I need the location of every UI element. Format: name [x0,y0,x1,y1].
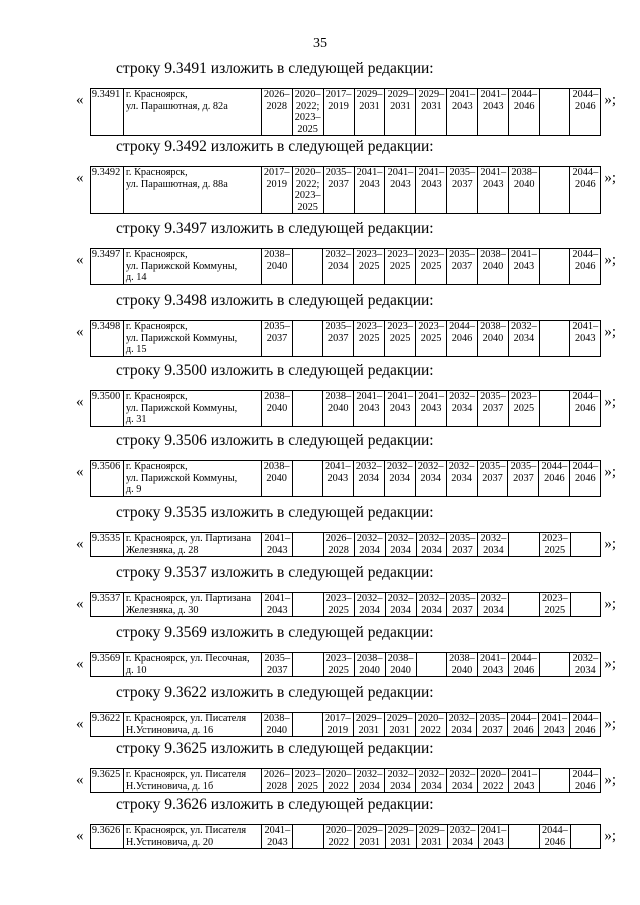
period-cell: 2020– 2022 [323,825,354,849]
period-cell: 2029– 2031 [354,825,385,849]
amendment-row [76,652,616,677]
address-cell: г. Красноярск, ул. Партизана Железняка, д. 30 [123,593,261,617]
row-number-cell: 9.3535 [90,533,123,557]
address-cell: г. Красноярск, ул. Партизана Железняка, д. 28 [123,533,261,557]
row-number-cell: 9.3569 [90,653,123,677]
period-cell: 2035– 2037 [323,167,354,214]
period-cell: 2032– 2034 [354,533,385,557]
amendment-row [76,712,616,737]
period-cell: 2032– 2034 [385,593,416,617]
period-cell [539,391,569,427]
period-cell: 2035– 2037 [447,593,478,617]
period-cell: 2044– 2046 [508,713,539,737]
amendment-table [90,712,601,737]
close-quote: »; [604,394,616,410]
period-cell: 2041– 2043 [478,89,509,136]
period-cell: 2041– 2043 [478,825,509,849]
amendment-row [76,768,616,793]
period-cell: 2032– 2034 [446,713,477,737]
period-cell: 2038– 2040 [385,653,416,677]
table-row [90,593,600,617]
period-cell: 2029– 2031 [416,89,447,136]
period-cell: 2038– 2040 [509,167,540,214]
amendment-row [76,532,616,557]
period-cell [292,391,322,427]
close-quote: »; [604,656,616,672]
period-cell: 2038– 2040 [261,461,292,497]
open-quote: « [76,536,84,552]
amendment-table [90,390,601,427]
amendment-row [76,390,616,427]
period-cell: 2020– 2022; 2023– 2025 [292,89,323,136]
period-cell: 2032– 2034 [384,461,415,497]
amendment-row [76,248,616,285]
amendment-heading: строку 9.3491 изложить в следующей редакции: [116,60,434,77]
period-cell: 2044– 2046 [570,391,601,427]
period-cell: 2017– 2019 [261,167,292,214]
address-cell: г. Красноярск, ул. Парашютная, д. 88а [123,167,261,214]
period-cell: 2023– 2025 [323,593,354,617]
period-cell: 2041– 2043 [416,391,447,427]
amendment-table [90,824,601,849]
period-cell [292,321,322,357]
period-cell: 2044– 2046 [508,653,539,677]
amendment-heading: строку 9.3492 изложить в следующей редакции: [116,138,434,155]
period-cell: 2032– 2034 [570,653,601,677]
period-cell: 2029– 2031 [416,825,447,849]
amendment-table [90,768,601,793]
close-quote: »; [604,716,616,732]
open-quote: « [76,324,84,340]
amendment-table [90,592,601,617]
period-cell: 2023– 2025 [323,653,354,677]
row-number-cell: 9.3622 [90,713,123,737]
period-cell: 2041– 2043 [385,167,416,214]
period-cell: 2020– 2022; 2023– 2025 [292,167,323,214]
period-cell: 2035– 2037 [447,249,478,285]
period-cell: 2038– 2040 [478,249,509,285]
period-cell: 2032– 2034 [478,533,509,557]
address-cell: г. Красноярск, ул. Парижской Коммуны, д. 31 [123,391,261,427]
period-cell: 2038– 2040 [446,653,477,677]
row-number-cell: 9.3497 [90,249,123,285]
period-cell [570,533,601,557]
period-cell [293,593,323,617]
amendment-table [90,652,601,677]
amendment-heading: строку 9.3506 изложить в следующей редакции: [116,432,434,449]
period-cell: 2032– 2034 [478,593,509,617]
period-cell: 2029– 2031 [384,713,415,737]
address-cell: г. Красноярск, ул. Писателя Н.Устиновича, д. 1б [123,769,261,793]
amendment-table [90,320,601,357]
open-quote: « [76,394,84,410]
amendment-heading: строку 9.3569 изложить в следующей редакции: [116,624,434,641]
period-cell [509,825,539,849]
page-number: 35 [313,36,327,51]
amendment-row [76,320,616,357]
table-row [90,713,600,737]
close-quote: »; [604,170,616,186]
period-cell: 2035– 2037 [447,167,478,214]
period-cell: 2041– 2043 [478,167,509,214]
period-cell: 2041– 2043 [262,825,293,849]
close-quote: »; [604,252,616,268]
address-cell: г. Красноярск, ул. Писателя Н.Устиновича, д. 16 [123,713,261,737]
period-cell: 2044– 2046 [509,89,540,136]
row-number-cell: 9.3498 [90,321,123,357]
period-cell: 2044– 2046 [539,825,570,849]
table-row [90,167,600,214]
period-cell: 2032– 2034 [385,533,416,557]
period-cell: 2023– 2025 [508,391,539,427]
period-cell: 2041– 2043 [509,769,540,793]
period-cell: 2044– 2046 [570,167,601,214]
open-quote: « [76,596,84,612]
period-cell [539,321,569,357]
address-cell: г. Красноярск, ул. Парашютная, д. 82а [123,89,261,136]
address-cell: г. Красноярск, ул. Парижской Коммуны, д. 15 [123,321,261,357]
period-cell: 2032– 2034 [354,769,385,793]
close-quote: »; [604,464,616,480]
close-quote: »; [604,92,616,108]
period-cell: 2023– 2025 [385,321,416,357]
period-cell: 2035– 2037 [478,391,509,427]
period-cell: 2023– 2025 [416,249,447,285]
period-cell [416,653,446,677]
period-cell: 2029– 2031 [385,825,416,849]
row-number-cell: 9.3500 [90,391,123,427]
period-cell: 2032– 2034 [416,593,447,617]
address-cell: г. Красноярск, ул. Парижской Коммуны, д. 14 [123,249,261,285]
period-cell: 2023– 2025 [354,321,385,357]
amendment-heading: строку 9.3497 изложить в следующей редакции: [116,220,434,237]
open-quote: « [76,656,84,672]
period-cell: 2044– 2046 [570,769,601,793]
period-cell: 2032– 2034 [416,533,447,557]
period-cell: 2032– 2034 [385,769,416,793]
period-cell: 2041– 2043 [385,391,416,427]
period-cell: 2032– 2034 [415,461,446,497]
period-cell [570,825,600,849]
table-row [90,461,600,497]
amendment-table [90,166,601,214]
period-cell: 2044– 2046 [570,713,601,737]
amendment-heading: строку 9.3625 изложить в следующей редакции: [116,740,434,757]
open-quote: « [76,716,84,732]
period-cell: 2032– 2034 [323,249,354,285]
amendment-table [90,460,601,497]
period-cell: 2038– 2040 [262,391,293,427]
period-cell: 2041– 2043 [262,533,293,557]
period-cell: 2029– 2031 [385,89,416,136]
row-number-cell: 9.3626 [90,825,123,849]
period-cell: 2023– 2025 [385,249,416,285]
period-cell [293,533,323,557]
row-number-cell: 9.3625 [90,769,123,793]
period-cell: 2023– 2025 [354,249,385,285]
period-cell: 2032– 2034 [447,769,478,793]
period-cell [540,167,570,214]
address-cell: г. Красноярск, ул. Писателя Н.Устиновича, д. 20 [123,825,262,849]
row-number-cell: 9.3491 [90,89,123,136]
period-cell [539,653,569,677]
close-quote: »; [604,828,616,844]
period-cell: 2038– 2040 [261,713,292,737]
table-row [90,825,600,849]
amendment-row [76,824,616,849]
period-cell: 2020– 2022 [323,769,354,793]
period-cell: 2035– 2037 [477,461,508,497]
period-cell: 2041– 2043 [354,391,385,427]
period-cell: 2032– 2034 [416,769,447,793]
period-cell [293,825,323,849]
period-cell: 2032– 2034 [447,391,478,427]
open-quote: « [76,772,84,788]
period-cell: 2044– 2046 [570,89,601,136]
period-cell: 2038– 2040 [354,653,385,677]
period-cell: 2026– 2028 [261,89,292,136]
period-cell: 2041– 2043 [477,653,508,677]
row-number-cell: 9.3506 [90,461,123,497]
period-cell: 2029– 2031 [353,713,384,737]
open-quote: « [76,252,84,268]
period-cell: 2044– 2046 [447,321,478,357]
period-cell: 2023– 2025 [539,593,570,617]
period-cell [292,461,322,497]
amendment-row [76,88,616,136]
close-quote: »; [604,324,616,340]
period-cell: 2026– 2028 [261,769,292,793]
open-quote: « [76,464,84,480]
period-cell [509,593,539,617]
period-cell [540,89,570,136]
period-cell: 2032– 2034 [353,461,384,497]
period-cell: 2035– 2037 [262,653,293,677]
period-cell: 2038– 2040 [262,249,293,285]
period-cell: 2017– 2019 [322,713,353,737]
period-cell: 2035– 2037 [508,461,539,497]
close-quote: »; [604,536,616,552]
period-cell: 2044– 2046 [539,461,570,497]
period-cell: 2032– 2034 [446,461,477,497]
close-quote: »; [604,772,616,788]
amendment-table [90,248,601,285]
row-number-cell: 9.3537 [90,593,123,617]
period-cell: 2035– 2037 [262,321,293,357]
table-row [90,533,600,557]
period-cell: 2041– 2043 [508,249,539,285]
amendment-heading: строку 9.3537 изложить в следующей редакции: [116,564,434,581]
period-cell: 2035– 2037 [447,533,478,557]
period-cell: 2029– 2031 [354,89,385,136]
period-cell: 2032– 2034 [447,825,478,849]
period-cell: 2023– 2025 [539,533,570,557]
period-cell: 2032– 2034 [508,321,539,357]
close-quote: »; [604,596,616,612]
period-cell: 2044– 2046 [570,461,601,497]
amendment-table [90,88,601,136]
address-cell: г. Красноярск, ул. Песочная, д. 10 [123,653,261,677]
period-cell [292,713,322,737]
open-quote: « [76,170,84,186]
period-cell: 2023– 2025 [292,769,323,793]
amendment-table [90,532,601,557]
table-row [90,89,600,136]
period-cell: 2023– 2025 [416,321,447,357]
row-number-cell: 9.3492 [90,167,123,214]
period-cell: 2035– 2037 [323,321,354,357]
table-row [90,769,600,793]
period-cell: 2035– 2037 [477,713,508,737]
period-cell: 2041– 2043 [322,461,353,497]
table-row [90,249,600,285]
period-cell: 2026– 2028 [323,533,354,557]
period-cell [570,593,601,617]
table-row [90,321,600,357]
period-cell: 2041– 2043 [570,321,601,357]
amendment-heading: строку 9.3500 изложить в следующей редакции: [116,362,434,379]
period-cell: 2041– 2043 [416,167,447,214]
open-quote: « [76,92,84,108]
amendment-heading: строку 9.3498 изложить в следующей редакции: [116,292,434,309]
table-row [90,391,600,427]
period-cell: 2020– 2022 [478,769,509,793]
period-cell [293,653,323,677]
amendment-row [76,460,616,497]
amendment-heading: строку 9.3622 изложить в следующей редакции: [116,684,434,701]
amendment-row [76,166,616,214]
period-cell: 2041– 2043 [447,89,478,136]
period-cell: 2020– 2022 [415,713,446,737]
period-cell: 2038– 2040 [478,321,509,357]
period-cell: 2041– 2043 [539,713,570,737]
period-cell [540,769,570,793]
amendment-heading: строку 9.3626 изложить в следующей редакции: [116,796,434,813]
period-cell: 2032– 2034 [354,593,385,617]
table-row [90,653,600,677]
period-cell: 2017– 2019 [323,89,354,136]
open-quote: « [76,828,84,844]
period-cell [509,533,539,557]
period-cell [292,249,322,285]
period-cell: 2044– 2046 [570,249,601,285]
address-cell: г. Красноярск, ул. Парижской Коммуны, д. 9 [123,461,261,497]
period-cell: 2041– 2043 [262,593,293,617]
amendment-row [76,592,616,617]
period-cell: 2038– 2040 [323,391,354,427]
period-cell [539,249,569,285]
period-cell: 2041– 2043 [354,167,385,214]
amendment-heading: строку 9.3535 изложить в следующей редакции: [116,504,434,521]
